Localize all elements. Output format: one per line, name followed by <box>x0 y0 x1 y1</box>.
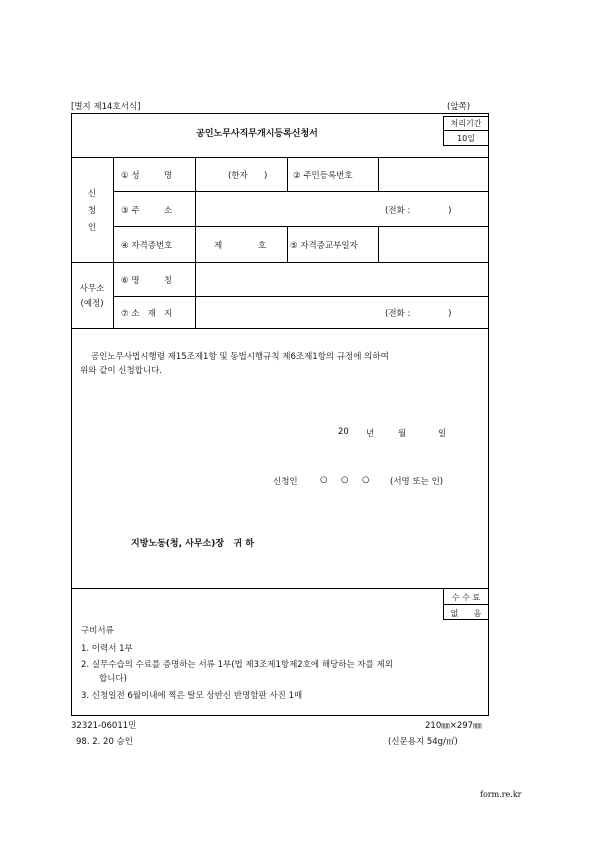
applicant-section-label: 신 청 인 <box>87 189 97 233</box>
cert-date-label: ⑤ 자격증교부일자 <box>290 241 358 251</box>
address-phone[interactable]: (전화 : ) <box>385 206 452 216</box>
rrn-field[interactable] <box>380 159 486 189</box>
form-code: 32321-06011민 <box>71 721 137 731</box>
date-month-unit: 월 <box>398 429 407 439</box>
fee-value: 없 음 <box>450 609 482 618</box>
watermark: form.re.kr <box>480 790 522 799</box>
signature-field[interactable]: (서명 또는 인) <box>390 477 444 487</box>
cert-date-field[interactable] <box>380 228 486 260</box>
office-name-label: ⑥ 명 칭 <box>121 276 173 286</box>
recipient: 지방노동(청, 사무소)장 귀 하 <box>131 539 254 549</box>
documents-title: 구비서류 <box>81 626 114 636</box>
documents-item-1: 1. 이력서 1부 <box>81 644 133 654</box>
fee-label: 수 수 료 <box>451 593 481 602</box>
signer-mark-2: ○ <box>341 475 349 485</box>
documents-item-2: 2. 실무수습의 수료를 증명하는 서류 1부(법 제3조제1항제2호에 해당하는 자를 제외 <box>81 660 393 670</box>
date-day-unit: 일 <box>438 429 447 439</box>
documents-item-3: 3. 신청일전 6월이내에 찍은 탈모 상반신 반명함판 사진 1매 <box>81 691 303 701</box>
rrn-label: ② 주민등록번호 <box>293 171 353 181</box>
cert-number-je: 제 <box>214 241 223 251</box>
processing-value: 10일 <box>457 134 475 143</box>
office-phone[interactable]: (전화 : ) <box>385 309 452 319</box>
office-name-field[interactable] <box>197 264 486 294</box>
application-statement-line1: 공인노무사법시행령 제15조제1항 및 동법시행규칙 제6조제1항의 규정에 의하여 <box>91 352 389 362</box>
application-statement-line2: 위와 같이 신청합니다. <box>80 366 163 376</box>
page-side-label: (앞쪽) <box>447 102 471 112</box>
signer-mark-3: ○ <box>362 475 370 485</box>
signer-label: 신청인 <box>273 477 298 487</box>
date-year[interactable]: 20 <box>338 427 349 437</box>
paper-type: (신문용지 54g/㎡) <box>388 737 458 747</box>
form-title: 공인노무사직무개시등록신청서 <box>196 129 318 139</box>
cert-number-ho: 호 <box>258 241 267 251</box>
approval-date: 98. 2. 20 승인 <box>76 737 133 747</box>
documents-item-2-cont: 합니다) <box>99 674 127 684</box>
office-location-label: ⑦ 소 재 지 <box>121 309 173 319</box>
name-field[interactable]: (한자 ) <box>228 171 268 181</box>
address-label: ③ 주 소 <box>121 206 173 216</box>
form-number: [별지 제14호서식] <box>71 102 141 112</box>
cert-number-label: ④ 자격증번호 <box>121 241 173 251</box>
date-year-unit: 년 <box>366 429 375 439</box>
processing-label: 처리기간 <box>450 119 482 128</box>
paper-size: 210㎜×297㎜ <box>425 721 482 731</box>
name-label: ① 성 명 <box>121 171 173 181</box>
signer-mark-1: ○ <box>320 475 328 485</box>
office-section-label: 사무소 (예정) <box>79 284 105 309</box>
